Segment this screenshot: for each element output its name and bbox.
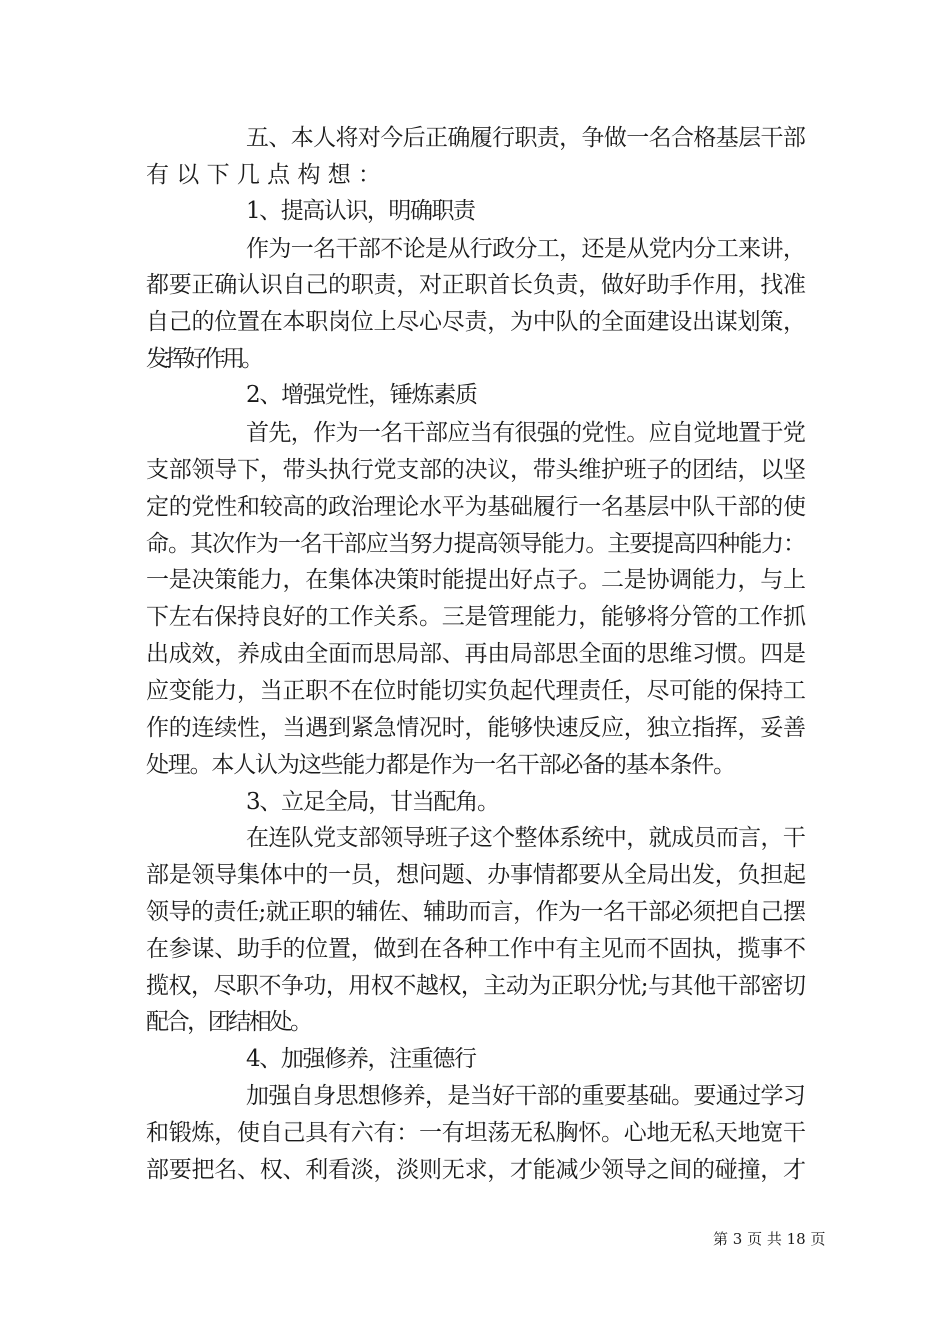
text-line [0, 489, 950, 526]
text-line-content: 自己的位置在本职岗位上尽心尽责，为中队的全面建设出谋划策， [146, 309, 806, 335]
text-line [0, 894, 950, 931]
text-line-content: 应变能力，当正职不在位时能切实负起代理责任，尽可能的保持工 [146, 678, 806, 704]
text-line-content: 1、提高认识，明确职责 [246, 198, 475, 224]
text-line-content: 一是决策能力，在集体决策时能提出好点子。二是协调能力，与上 [146, 567, 806, 593]
text-line-content: 支部领导下，带头执行党支部的决议，带头维护班子的团结，以坚 [146, 457, 806, 483]
page-number: 第 3 页 共 18 页 [713, 1230, 826, 1248]
text-line-content: 下左右保持良好的工作关系。三是管理能力，能够将分管的工作抓 [146, 604, 806, 630]
text-line [0, 120, 950, 157]
text-line-content: 有以下几点构想： [146, 162, 389, 188]
text-line-content: 都要正确认识自己的职责，对正职首长负责，做好助手作用，找准 [146, 272, 806, 298]
text-line [0, 673, 950, 710]
text-line [0, 968, 950, 1005]
text-line [0, 193, 950, 230]
text-line [0, 341, 950, 378]
text-line [0, 415, 950, 452]
text-line [0, 231, 950, 268]
text-line-content: 和锻炼，使自己具有六有：一有坦荡无私胸怀。心地无私天地宽干 [146, 1120, 806, 1146]
text-line-content: 部是领导集体中的一员，想问题、办事情都要从全局出发，负担起 [146, 862, 806, 888]
text-line [0, 304, 950, 341]
text-line-content: 2、增强党性，锤炼素质 [246, 382, 477, 408]
text-line-content: 作为一名干部不论是从行政分工，还是从党内分工来讲， [246, 236, 806, 262]
text-line [0, 157, 950, 194]
text-line-content: 处理。本人认为这些能力都是作为一名干部必备的基本条件。 [146, 752, 735, 778]
text-line [0, 1078, 950, 1115]
text-line [0, 1004, 950, 1041]
text-line-content: 加强自身思想修养，是当好干部的重要基础。要通过学习 [246, 1083, 806, 1109]
text-line [0, 1041, 950, 1078]
text-line [0, 526, 950, 563]
text-line-content: 在连队党支部领导班子这个整体系统中，就成员而言，干 [246, 825, 806, 851]
text-line [0, 857, 950, 894]
text-line [0, 784, 950, 821]
text-line-content: 在参谋、助手的位置，做到在各种工作中有主见而不固执，揽事不 [146, 936, 806, 962]
text-line [0, 452, 950, 489]
text-line-content: 命。其次作为一名干部应当努力提高领导能力。主要提高四种能力： [146, 531, 806, 557]
text-line-content: 揽权，尽职不争功，用权不越权，主动为正职分忧;与其他干部密切 [146, 973, 806, 999]
text-line [0, 1152, 950, 1189]
text-line-content: 五、本人将对今后正确履行职责，争做一名合格基层干部 [246, 125, 806, 151]
text-line [0, 747, 950, 784]
text-line [0, 820, 950, 857]
text-line-content: 部要把名、权、利看淡，淡则无求，才能减少领导之间的碰撞，才 [146, 1157, 806, 1183]
text-line [0, 377, 950, 414]
text-line-content: 定的党性和较高的政治理论水平为基础履行一名基层中队干部的使 [146, 494, 806, 520]
text-line [0, 562, 950, 599]
text-line-content: 4、加强修养，注重德行 [246, 1046, 476, 1072]
text-line-content: 首先，作为一名干部应当有很强的党性。应自觉地置于党 [246, 420, 806, 446]
text-line [0, 1115, 950, 1152]
text-line [0, 931, 950, 968]
text-line [0, 267, 950, 304]
text-line-content: 领导的责任;就正职的辅佐、辅助而言，作为一名干部必须把自己摆 [146, 899, 806, 925]
text-line-content: 配合，团结相处。 [146, 1009, 311, 1035]
text-line [0, 599, 950, 636]
text-line [0, 636, 950, 673]
text-line-content: 3、立足全局，甘当配角。 [246, 789, 499, 815]
text-line-content: 发挥好作用。 [146, 346, 260, 372]
text-line-content: 作的连续性，当遇到紧急情况时，能够快速反应，独立指挥，妥善 [146, 715, 806, 741]
text-line [0, 710, 950, 747]
text-line-content: 出成效，养成由全面而思局部、再由局部思全面的思维习惯。四是 [146, 641, 806, 667]
